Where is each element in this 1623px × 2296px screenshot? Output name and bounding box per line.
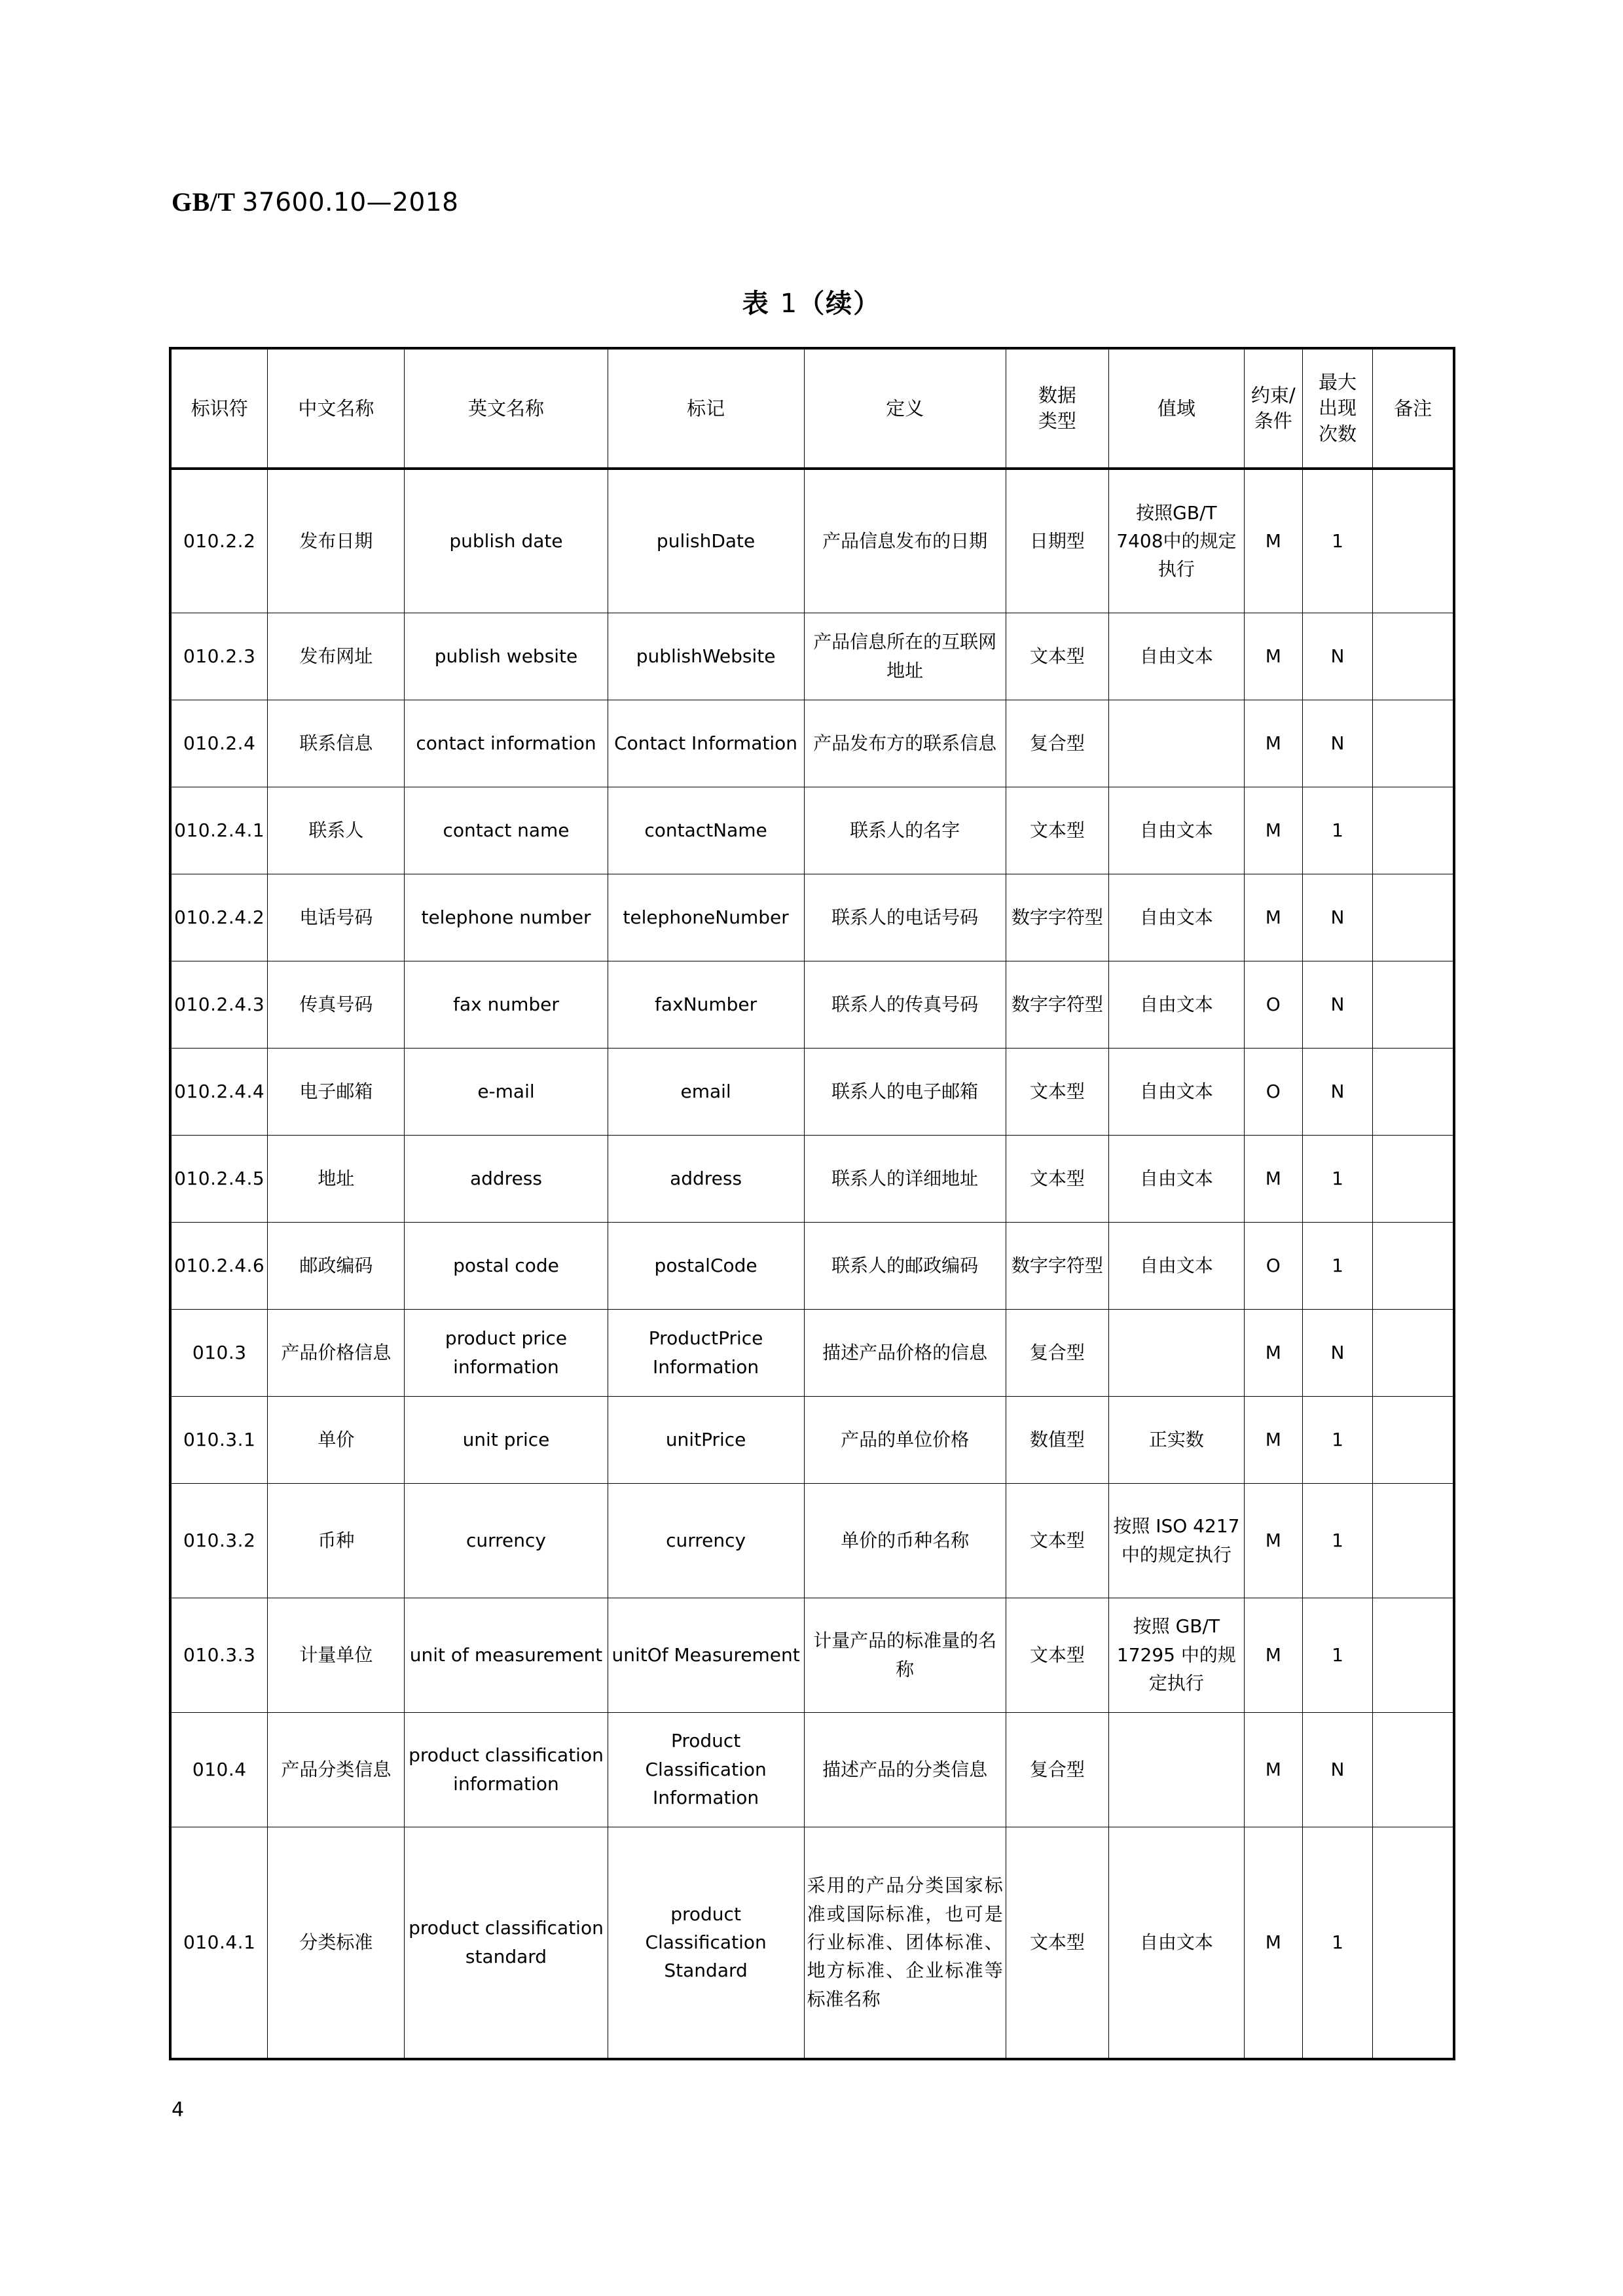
cell-mark: Contact Information	[608, 700, 804, 787]
cell-definition: 产品信息所在的互联网地址	[804, 613, 1006, 700]
cell-mark: ProductPrice Information	[608, 1309, 804, 1396]
cell-remark	[1373, 874, 1454, 961]
cell-constraint: M	[1244, 874, 1302, 961]
cell-constraint: O	[1244, 961, 1302, 1048]
max-occurrence-line-1: 最大	[1319, 371, 1357, 394]
table-row	[170, 469, 1454, 613]
cell-max-occurrence: 1	[1302, 1598, 1373, 1712]
cell-chinese-name: 传真号码	[268, 961, 405, 1048]
cell-remark	[1373, 1598, 1454, 1712]
page-number: 4	[172, 2098, 185, 2121]
cell-mark: email	[608, 1048, 804, 1135]
cell-max-occurrence: N	[1302, 874, 1373, 961]
cell-value-domain	[1108, 1309, 1244, 1396]
cell-definition: 联系人的名字	[804, 787, 1006, 874]
column-header-definition: 定义	[804, 348, 1006, 469]
cell-value-domain: 自由文本	[1108, 1222, 1244, 1309]
table-header-row	[170, 348, 1454, 469]
cell-max-occurrence: 1	[1302, 469, 1373, 613]
cell-value-domain: 按照 GB/T 17295 中的规定执行	[1108, 1598, 1244, 1712]
cell-data-type: 文本型	[1006, 1483, 1108, 1598]
cell-chinese-name: 币种	[268, 1483, 405, 1598]
cell-value-domain	[1108, 700, 1244, 787]
running-header	[172, 187, 458, 217]
cell-constraint: M	[1244, 1712, 1302, 1827]
cell-mark: telephoneNumber	[608, 874, 804, 961]
cell-mark: unitOf Measurement	[608, 1598, 804, 1712]
cell-mark: product Classification Standard	[608, 1827, 804, 2059]
max-occurrence-line-3: 次数	[1319, 422, 1357, 445]
cell-data-type: 文本型	[1006, 1135, 1108, 1222]
cell-data-type: 文本型	[1006, 613, 1108, 700]
cell-english-name: unit price	[405, 1396, 608, 1483]
cell-max-occurrence: N	[1302, 1712, 1373, 1827]
cell-value-domain: 自由文本	[1108, 787, 1244, 874]
cell-max-occurrence: N	[1302, 613, 1373, 700]
cell-remark	[1373, 1712, 1454, 1827]
column-header-mark: 标记	[608, 348, 804, 469]
cell-definition: 联系人的详细地址	[804, 1135, 1006, 1222]
cell-definition: 描述产品的分类信息	[804, 1712, 1006, 1827]
cell-english-name: product classification information	[405, 1712, 608, 1827]
cell-constraint: M	[1244, 1135, 1302, 1222]
cell-remark	[1373, 1135, 1454, 1222]
cell-identifier: 010.2.4	[170, 700, 268, 787]
constraint-line-1: 约束/	[1250, 384, 1296, 406]
cell-constraint: M	[1244, 787, 1302, 874]
max-occurrence-line-2: 出现	[1319, 397, 1357, 420]
caption-label: 表	[742, 289, 770, 319]
cell-definition: 产品信息发布的日期	[804, 469, 1006, 613]
cell-constraint: O	[1244, 1222, 1302, 1309]
cell-chinese-name: 电子邮箱	[268, 1048, 405, 1135]
spec-table-container	[169, 347, 1455, 2060]
table-row	[170, 1598, 1454, 1712]
cell-identifier: 010.4.1	[170, 1827, 268, 2059]
cell-data-type: 文本型	[1006, 1048, 1108, 1135]
cell-remark	[1373, 787, 1454, 874]
cell-remark	[1373, 961, 1454, 1048]
cell-value-domain: 按照 ISO 4217 中的规定执行	[1108, 1483, 1244, 1598]
cell-mark: faxNumber	[608, 961, 804, 1048]
table-row	[170, 1048, 1454, 1135]
cell-value-domain	[1108, 1712, 1244, 1827]
cell-definition: 联系人的邮政编码	[804, 1222, 1006, 1309]
table-row	[170, 787, 1454, 874]
cell-value-domain: 自由文本	[1108, 1827, 1244, 2059]
column-header-chinese-name: 中文名称	[268, 348, 405, 469]
column-header-identifier: 标识符	[170, 348, 268, 469]
table-row	[170, 700, 1454, 787]
standard-number: 37600.10—2018	[242, 188, 459, 217]
cell-mark: contactName	[608, 787, 804, 874]
cell-definition: 联系人的电话号码	[804, 874, 1006, 961]
cell-definition: 产品的单位价格	[804, 1396, 1006, 1483]
table-row	[170, 1712, 1454, 1827]
cell-constraint: M	[1244, 1483, 1302, 1598]
cell-chinese-name: 地址	[268, 1135, 405, 1222]
cell-identifier: 010.2.3	[170, 613, 268, 700]
cell-data-type: 日期型	[1006, 469, 1108, 613]
cell-identifier: 010.3.1	[170, 1396, 268, 1483]
column-header-constraint	[1244, 348, 1302, 469]
caption-number: 1	[780, 289, 799, 319]
cell-identifier: 010.2.4.1	[170, 787, 268, 874]
cell-data-type: 数字字符型	[1006, 1222, 1108, 1309]
cell-chinese-name: 计量单位	[268, 1598, 405, 1712]
cell-chinese-name: 邮政编码	[268, 1222, 405, 1309]
cell-identifier: 010.3.2	[170, 1483, 268, 1598]
cell-mark: unitPrice	[608, 1396, 804, 1483]
table-row	[170, 1222, 1454, 1309]
cell-constraint: M	[1244, 1598, 1302, 1712]
cell-max-occurrence: N	[1302, 1309, 1373, 1396]
cell-remark	[1373, 1827, 1454, 2059]
cell-max-occurrence: 1	[1302, 1827, 1373, 2059]
table-row	[170, 961, 1454, 1048]
cell-definition: 采用的产品分类国家标准或国际标准，也可是行业标准、团体标准、地方标准、企业标准等标准名称	[804, 1827, 1006, 2059]
cell-max-occurrence: 1	[1302, 1396, 1373, 1483]
cell-english-name: publish website	[405, 613, 608, 700]
cell-mark: Product Classification Information	[608, 1712, 804, 1827]
cell-max-occurrence: 1	[1302, 1222, 1373, 1309]
cell-english-name: unit of measurement	[405, 1598, 608, 1712]
cell-value-domain: 自由文本	[1108, 1048, 1244, 1135]
cell-max-occurrence: 1	[1302, 787, 1373, 874]
cell-value-domain: 自由文本	[1108, 1135, 1244, 1222]
cell-max-occurrence: 1	[1302, 1483, 1373, 1598]
cell-identifier: 010.4	[170, 1712, 268, 1827]
cell-data-type: 文本型	[1006, 1827, 1108, 2059]
cell-definition: 描述产品价格的信息	[804, 1309, 1006, 1396]
cell-english-name: product classification standard	[405, 1827, 608, 2059]
cell-identifier: 010.2.4.4	[170, 1048, 268, 1135]
caption-continued: （续）	[798, 289, 881, 319]
product-metadata-table	[169, 347, 1455, 2060]
cell-english-name: postal code	[405, 1222, 608, 1309]
cell-identifier: 010.2.2	[170, 469, 268, 613]
cell-mark: address	[608, 1135, 804, 1222]
cell-data-type: 数值型	[1006, 1396, 1108, 1483]
cell-english-name: e-mail	[405, 1048, 608, 1135]
table-row	[170, 874, 1454, 961]
cell-mark: publishWebsite	[608, 613, 804, 700]
cell-remark	[1373, 613, 1454, 700]
cell-value-domain: 自由文本	[1108, 874, 1244, 961]
constraint-line-2: 条件	[1254, 410, 1292, 432]
cell-chinese-name: 电话号码	[268, 874, 405, 961]
cell-value-domain: 自由文本	[1108, 961, 1244, 1048]
cell-english-name: contact information	[405, 700, 608, 787]
cell-definition: 产品发布方的联系信息	[804, 700, 1006, 787]
cell-max-occurrence: N	[1302, 700, 1373, 787]
cell-identifier: 010.3	[170, 1309, 268, 1396]
cell-chinese-name: 分类标准	[268, 1827, 405, 2059]
cell-chinese-name: 联系人	[268, 787, 405, 874]
cell-chinese-name: 联系信息	[268, 700, 405, 787]
cell-remark	[1373, 1396, 1454, 1483]
data-type-line-1: 数据	[1038, 384, 1076, 406]
cell-definition: 单价的币种名称	[804, 1483, 1006, 1598]
cell-chinese-name: 单价	[268, 1396, 405, 1483]
cell-constraint: M	[1244, 1309, 1302, 1396]
cell-chinese-name: 发布日期	[268, 469, 405, 613]
cell-remark	[1373, 1048, 1454, 1135]
cell-constraint: O	[1244, 1048, 1302, 1135]
cell-mark: postalCode	[608, 1222, 804, 1309]
cell-max-occurrence: N	[1302, 1048, 1373, 1135]
cell-definition: 联系人的传真号码	[804, 961, 1006, 1048]
column-header-value-domain: 值域	[1108, 348, 1244, 469]
cell-mark: pulishDate	[608, 469, 804, 613]
cell-constraint: M	[1244, 700, 1302, 787]
cell-value-domain: 正实数	[1108, 1396, 1244, 1483]
table-row	[170, 1483, 1454, 1598]
cell-english-name: fax number	[405, 961, 608, 1048]
cell-identifier: 010.2.4.3	[170, 961, 268, 1048]
cell-english-name: product price information	[405, 1309, 608, 1396]
cell-remark	[1373, 469, 1454, 613]
cell-data-type: 数字字符型	[1006, 874, 1108, 961]
cell-identifier: 010.2.4.2	[170, 874, 268, 961]
table-caption	[0, 283, 1623, 320]
column-header-max-occurrence	[1302, 348, 1373, 469]
table-row	[170, 1135, 1454, 1222]
cell-remark	[1373, 1222, 1454, 1309]
cell-remark	[1373, 1483, 1454, 1598]
cell-english-name: address	[405, 1135, 608, 1222]
cell-definition: 计量产品的标准量的名称	[804, 1598, 1006, 1712]
cell-data-type: 数字字符型	[1006, 961, 1108, 1048]
cell-constraint: M	[1244, 469, 1302, 613]
cell-data-type: 文本型	[1006, 787, 1108, 874]
cell-identifier: 010.2.4.5	[170, 1135, 268, 1222]
data-type-line-2: 类型	[1038, 410, 1076, 432]
cell-data-type: 文本型	[1006, 1598, 1108, 1712]
table-row	[170, 1309, 1454, 1396]
cell-value-domain: 自由文本	[1108, 613, 1244, 700]
cell-remark	[1373, 700, 1454, 787]
cell-definition: 联系人的电子邮箱	[804, 1048, 1006, 1135]
table-row	[170, 613, 1454, 700]
cell-constraint: M	[1244, 613, 1302, 700]
cell-english-name: contact name	[405, 787, 608, 874]
column-header-english-name: 英文名称	[405, 348, 608, 469]
cell-data-type: 复合型	[1006, 1712, 1108, 1827]
cell-identifier: 010.2.4.6	[170, 1222, 268, 1309]
cell-mark: currency	[608, 1483, 804, 1598]
standard-prefix: GB/T	[172, 187, 236, 217]
cell-data-type: 复合型	[1006, 1309, 1108, 1396]
cell-chinese-name: 产品分类信息	[268, 1712, 405, 1827]
table-row	[170, 1827, 1454, 2059]
column-header-remark: 备注	[1373, 348, 1454, 469]
cell-english-name: publish date	[405, 469, 608, 613]
cell-chinese-name: 产品价格信息	[268, 1309, 405, 1396]
table-body	[170, 469, 1454, 2059]
cell-identifier: 010.3.3	[170, 1598, 268, 1712]
cell-max-occurrence: N	[1302, 961, 1373, 1048]
cell-constraint: M	[1244, 1396, 1302, 1483]
cell-constraint: M	[1244, 1827, 1302, 2059]
cell-chinese-name: 发布网址	[268, 613, 405, 700]
cell-english-name: currency	[405, 1483, 608, 1598]
cell-remark	[1373, 1309, 1454, 1396]
cell-value-domain: 按照GB/T 7408中的规定执行	[1108, 469, 1244, 613]
cell-max-occurrence: 1	[1302, 1135, 1373, 1222]
column-header-data-type	[1006, 348, 1108, 469]
table-row	[170, 1396, 1454, 1483]
cell-english-name: telephone number	[405, 874, 608, 961]
cell-data-type: 复合型	[1006, 700, 1108, 787]
